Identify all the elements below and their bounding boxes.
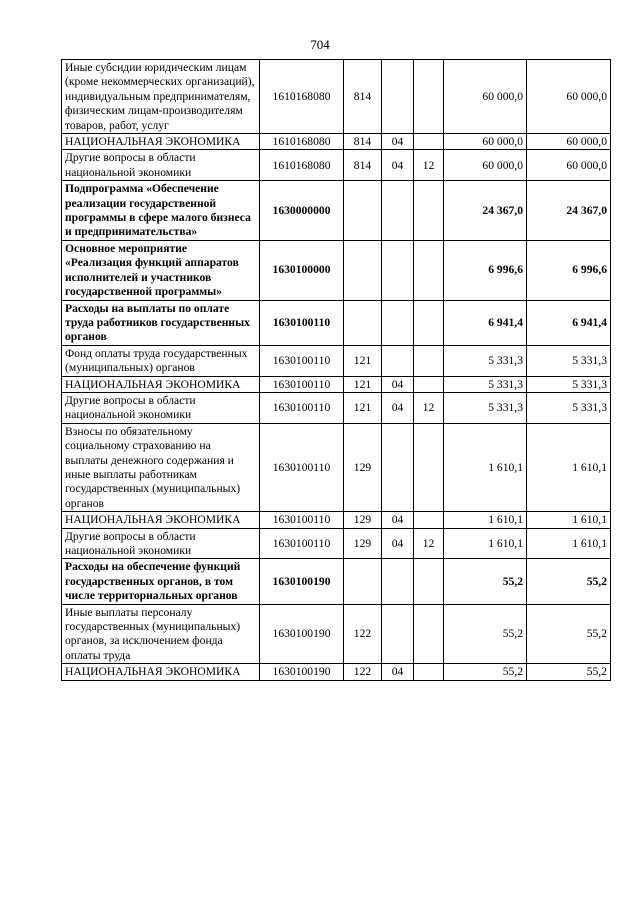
budget-table <box>61 59 611 681</box>
row-pr <box>414 240 444 300</box>
table-row <box>62 300 611 345</box>
row-code: 1630000000 <box>260 181 344 241</box>
row-pr <box>414 376 444 392</box>
page-number: 704 <box>310 37 330 52</box>
row-sum1: 60 000,0 <box>444 60 527 134</box>
row-sum2: 60 000,0 <box>527 134 611 150</box>
row-rz <box>382 559 414 604</box>
row-name: Иные выплаты персоналу государственных (муниципальных) органов, за исключением фонда оплаты труда <box>62 604 260 664</box>
table-row <box>62 150 611 181</box>
row-sum2: 55,2 <box>527 559 611 604</box>
row-pr <box>414 512 444 528</box>
row-pr <box>414 664 444 680</box>
row-sum1: 60 000,0 <box>444 150 527 181</box>
row-code: 1630100110 <box>260 528 344 559</box>
row-name: Фонд оплаты труда государственных (муниципальных) органов <box>62 345 260 376</box>
table-row <box>62 345 611 376</box>
row-name: Расходы на обеспечение функций государственных органов, в том числе территориальных органов <box>62 559 260 604</box>
row-sum2: 24 367,0 <box>527 181 611 241</box>
row-sum2: 60 000,0 <box>527 60 611 134</box>
row-sum1: 5 331,3 <box>444 345 527 376</box>
row-rz <box>382 181 414 241</box>
row-rz <box>382 300 414 345</box>
row-vr: 129 <box>344 528 382 559</box>
row-name: Взносы по обязательному социальному страхованию на выплаты денежного содержания и иные выплаты работникам государственных (муниципальных) органов <box>62 423 260 511</box>
row-name: Расходы на выплаты по оплате труда работников государственных органов <box>62 300 260 345</box>
row-vr: 122 <box>344 604 382 664</box>
row-pr <box>414 300 444 345</box>
row-vr: 129 <box>344 423 382 511</box>
row-pr <box>414 559 444 604</box>
row-sum2: 5 331,3 <box>527 376 611 392</box>
row-rz <box>382 604 414 664</box>
row-sum1: 5 331,3 <box>444 376 527 392</box>
row-rz <box>382 240 414 300</box>
row-name: Подпрограмма «Обеспечение реализации государственной программы в сфере малого бизнеса и предпринимательства» <box>62 181 260 241</box>
row-vr <box>344 181 382 241</box>
row-sum2: 55,2 <box>527 604 611 664</box>
row-code: 1630100110 <box>260 423 344 511</box>
row-sum1: 60 000,0 <box>444 134 527 150</box>
row-rz <box>382 60 414 134</box>
table-row <box>62 423 611 511</box>
row-rz: 04 <box>382 392 414 423</box>
row-sum1: 55,2 <box>444 664 527 680</box>
row-code: 1630100000 <box>260 240 344 300</box>
row-rz: 04 <box>382 664 414 680</box>
row-sum2: 5 331,3 <box>527 345 611 376</box>
row-rz: 04 <box>382 376 414 392</box>
row-pr <box>414 181 444 241</box>
row-pr <box>414 423 444 511</box>
row-code: 1610168080 <box>260 134 344 150</box>
row-rz <box>382 423 414 511</box>
row-sum1: 1 610,1 <box>444 528 527 559</box>
row-sum2: 55,2 <box>527 664 611 680</box>
row-code: 1630100110 <box>260 512 344 528</box>
row-sum1: 55,2 <box>444 559 527 604</box>
row-pr <box>414 134 444 150</box>
row-sum1: 6 996,6 <box>444 240 527 300</box>
row-name: НАЦИОНАЛЬНАЯ ЭКОНОМИКА <box>62 134 260 150</box>
row-pr: 12 <box>414 392 444 423</box>
row-pr <box>414 60 444 134</box>
row-vr: 814 <box>344 134 382 150</box>
row-name: НАЦИОНАЛЬНАЯ ЭКОНОМИКА <box>62 664 260 680</box>
row-code: 1630100110 <box>260 300 344 345</box>
row-pr <box>414 604 444 664</box>
table-row <box>62 376 611 392</box>
table-row <box>62 240 611 300</box>
row-rz: 04 <box>382 512 414 528</box>
row-sum2: 1 610,1 <box>527 512 611 528</box>
table-row <box>62 392 611 423</box>
row-pr: 12 <box>414 528 444 559</box>
table-row <box>62 60 611 134</box>
row-sum2: 60 000,0 <box>527 150 611 181</box>
row-sum1: 5 331,3 <box>444 392 527 423</box>
row-code: 1630100190 <box>260 664 344 680</box>
row-sum2: 1 610,1 <box>527 528 611 559</box>
row-sum1: 1 610,1 <box>444 423 527 511</box>
row-vr: 121 <box>344 392 382 423</box>
row-code: 1630100110 <box>260 345 344 376</box>
row-vr: 129 <box>344 512 382 528</box>
row-sum2: 5 331,3 <box>527 392 611 423</box>
row-code: 1610168080 <box>260 150 344 181</box>
row-pr: 12 <box>414 150 444 181</box>
row-sum2: 6 996,6 <box>527 240 611 300</box>
row-vr: 121 <box>344 345 382 376</box>
row-name: Иные субсидии юридическим лицам (кроме некоммерческих организаций), индивидуальным предпринимателям, физическим лицам-производителям товаров, работ, услуг <box>62 60 260 134</box>
row-name: Другие вопросы в области национальной экономики <box>62 150 260 181</box>
table-row <box>62 134 611 150</box>
row-vr: 121 <box>344 376 382 392</box>
table-row <box>62 528 611 559</box>
row-vr <box>344 240 382 300</box>
row-vr: 814 <box>344 150 382 181</box>
table-row <box>62 559 611 604</box>
row-sum1: 1 610,1 <box>444 512 527 528</box>
table-row <box>62 664 611 680</box>
table-row <box>62 181 611 241</box>
row-sum1: 24 367,0 <box>444 181 527 241</box>
row-name: НАЦИОНАЛЬНАЯ ЭКОНОМИКА <box>62 512 260 528</box>
table-row <box>62 604 611 664</box>
row-code: 1630100190 <box>260 604 344 664</box>
row-vr: 814 <box>344 60 382 134</box>
table-row <box>62 512 611 528</box>
row-rz: 04 <box>382 150 414 181</box>
row-name: Другие вопросы в области национальной экономики <box>62 528 260 559</box>
row-pr <box>414 345 444 376</box>
row-name: Основное мероприятие «Реализация функций аппаратов исполнителей и участников государственной программы» <box>62 240 260 300</box>
row-sum1: 6 941,4 <box>444 300 527 345</box>
row-vr: 122 <box>344 664 382 680</box>
row-code: 1630100110 <box>260 376 344 392</box>
row-code: 1610168080 <box>260 60 344 134</box>
row-rz <box>382 345 414 376</box>
row-vr <box>344 559 382 604</box>
table-body <box>62 60 611 681</box>
row-name: Другие вопросы в области национальной экономики <box>62 392 260 423</box>
row-code: 1630100110 <box>260 392 344 423</box>
row-code: 1630100190 <box>260 559 344 604</box>
row-name: НАЦИОНАЛЬНАЯ ЭКОНОМИКА <box>62 376 260 392</box>
row-sum2: 1 610,1 <box>527 423 611 511</box>
row-vr <box>344 300 382 345</box>
row-sum2: 6 941,4 <box>527 300 611 345</box>
row-sum1: 55,2 <box>444 604 527 664</box>
row-rz: 04 <box>382 134 414 150</box>
row-rz: 04 <box>382 528 414 559</box>
